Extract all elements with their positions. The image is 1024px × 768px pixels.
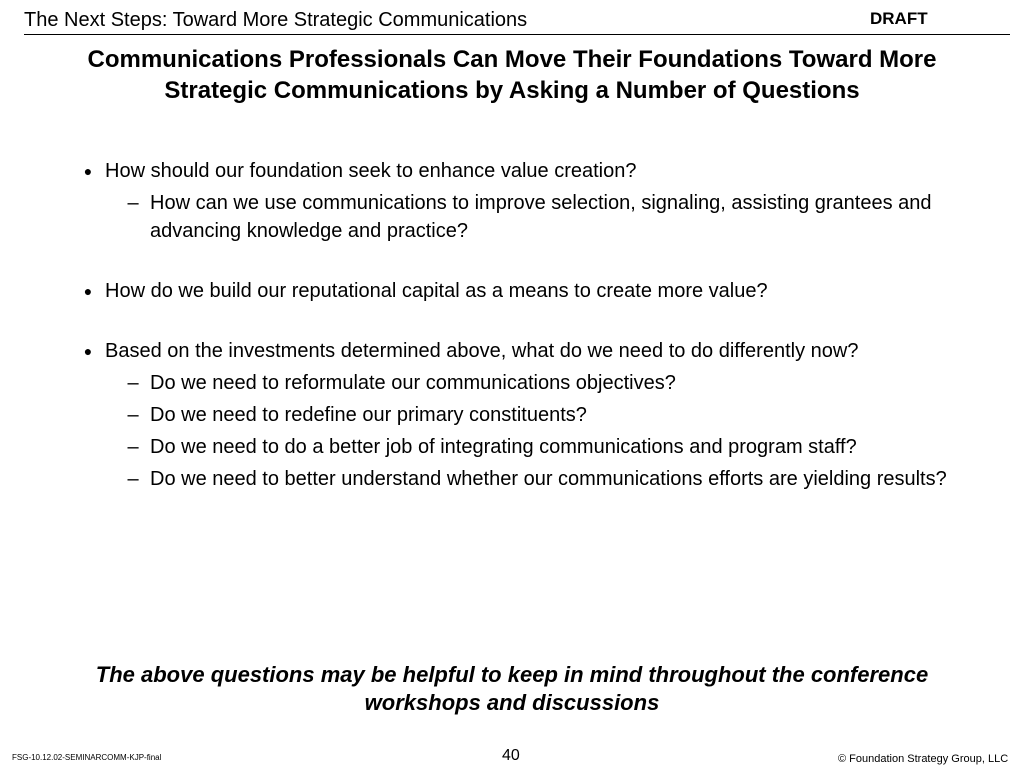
slide-title-line: Communications Professionals Can Move Their Foundations Toward More — [87, 46, 937, 73]
header-title: The Next Steps: Toward More Strategic Communications — [24, 9, 528, 31]
document-id: FSG-10.12.02-SEMINARCOMM-KJP-final — [12, 753, 162, 762]
closing-note — [0, 661, 1024, 717]
sub-question-item — [0, 401, 980, 429]
sub-question-text: Do we need to reformulate our communications objectives? — [150, 372, 676, 394]
header-divider — [24, 34, 1010, 35]
bullet-dot-icon: ● — [83, 283, 93, 299]
sub-question-text: Do we need to better understand whether our communications efforts are yielding results? — [150, 468, 947, 490]
dash-icon: – — [127, 468, 139, 490]
closing-note-line: The above questions may be helpful to keep in mind throughout the conference — [95, 662, 929, 687]
question-item — [0, 277, 1024, 305]
slide-title — [0, 44, 1024, 106]
sub-question-list — [0, 369, 1024, 493]
question-text: How should our foundation seek to enhance value creation? — [105, 160, 637, 182]
slide-title-line: Strategic Communications by Asking a Number of Questions — [164, 77, 860, 104]
dash-icon: – — [127, 372, 139, 394]
sub-question-item — [0, 189, 980, 245]
question-text: How do we build our reputational capital as a means to create more value? — [105, 280, 768, 302]
question-text: Based on the investments determined above, what do we need to do differently now? — [105, 340, 859, 362]
draft-label: DRAFT — [870, 9, 928, 28]
sub-question-item — [0, 465, 980, 493]
question-item — [0, 337, 1024, 493]
dash-icon: – — [127, 436, 139, 458]
sub-question-item — [0, 433, 980, 461]
question-item — [0, 157, 1024, 245]
page-number: 40 — [502, 747, 520, 764]
sub-question-list — [0, 189, 1024, 245]
bullet-dot-icon: ● — [83, 163, 93, 179]
sub-question-item — [0, 369, 980, 397]
sub-question-text: How can we use communications to improve selection, signaling, assisting grantees and advancing knowledge and practice? — [150, 192, 932, 242]
dash-icon: – — [127, 192, 139, 214]
dash-icon: – — [127, 404, 139, 426]
closing-note-line: workshops and discussions — [364, 690, 660, 715]
copyright-notice: © Foundation Strategy Group, LLC — [838, 753, 1009, 765]
sub-question-text: Do we need to do a better job of integrating communications and program staff? — [150, 436, 857, 458]
bullet-dot-icon: ● — [83, 343, 93, 359]
sub-question-text: Do we need to redefine our primary constituents? — [150, 404, 587, 426]
question-list — [0, 157, 1024, 497]
